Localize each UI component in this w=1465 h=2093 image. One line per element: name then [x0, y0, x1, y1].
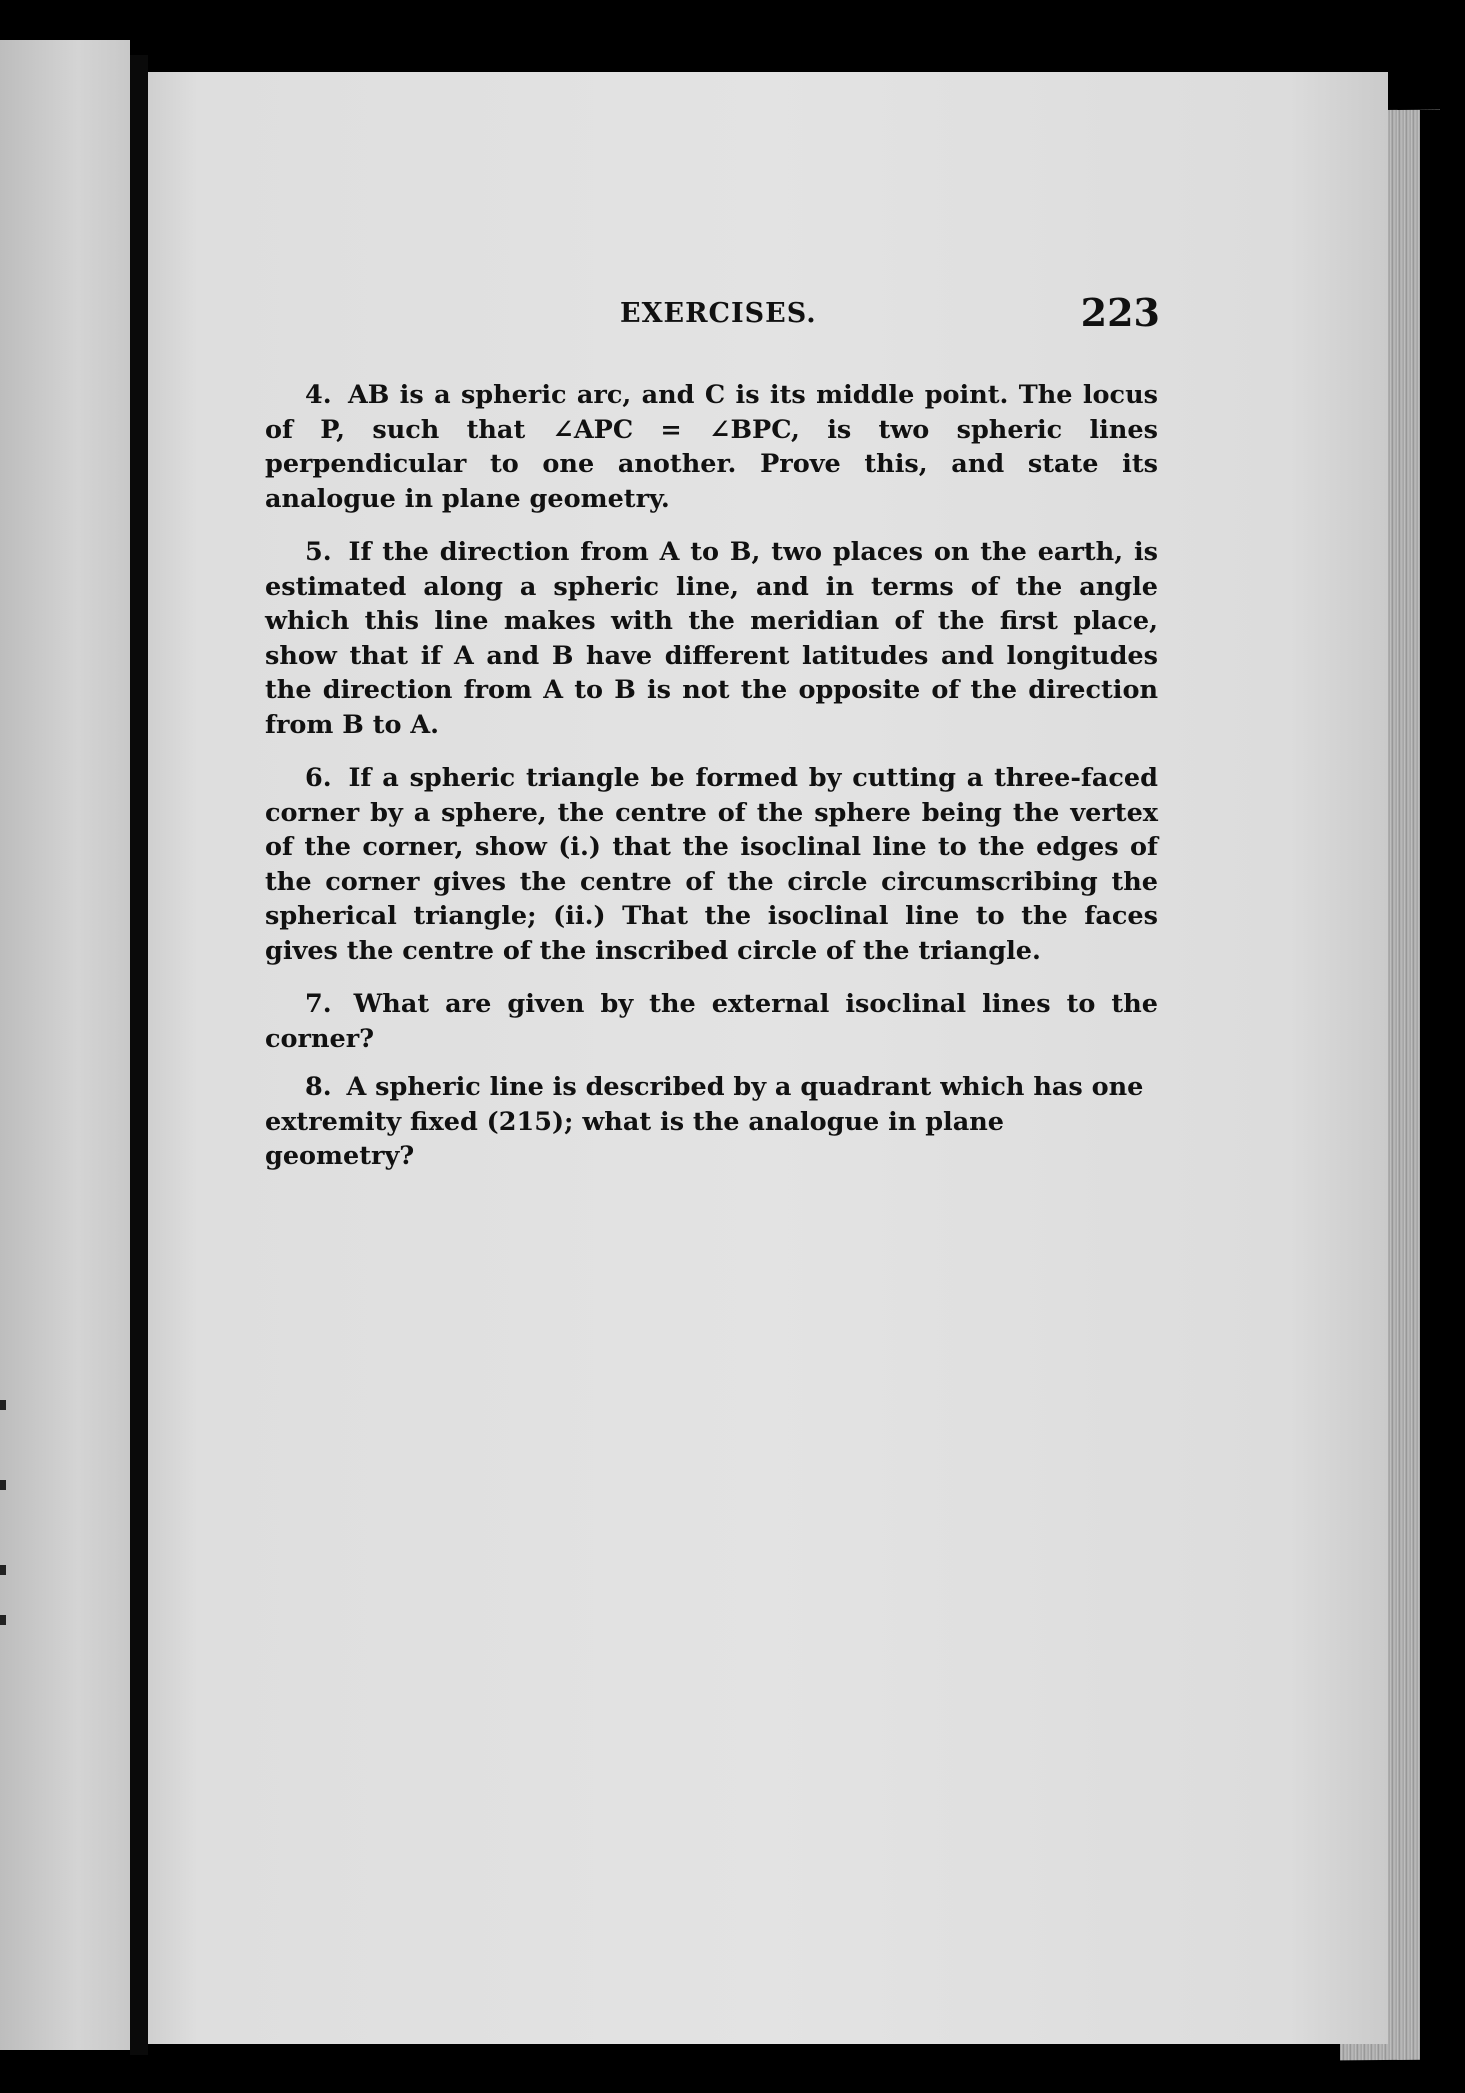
exercise-text: If the direction from A to B, two places on the earth, is estimated along a spheric line, and in terms of the angle which this line makes with the meridian of the first place, show that if A and B have different latitudes and longitudes the direction from A to B is not the opposite of the direction from B to A. [265, 537, 1158, 740]
exercise-text: What are given by the external isoclinal lines to the corner? [265, 989, 1158, 1054]
left-page-marks [0, 1400, 8, 1660]
exercise-6 [265, 761, 1158, 968]
exercise-5 [265, 535, 1158, 742]
page-body [265, 378, 1158, 1193]
running-header [148, 290, 1168, 350]
right-shadow [1420, 110, 1465, 2093]
exercise-text: A spheric line is described by a quadrant which has one extremity fixed (215); what is the analogue in plane geometry? [265, 1072, 1144, 1171]
exercise-number: 8. [305, 1072, 332, 1102]
exercise-8 [265, 1070, 1158, 1174]
left-facing-page-edge [0, 40, 130, 2050]
exercise-text: If a spheric triangle be formed by cutting a three-faced corner by a sphere, the centre of the sphere being the vertex of the corner, show (i.) that the isoclinal line to the edges of the corner gives the centre of the circle circumscribing the spherical triangle; (ii.) That the isoclinal line to the faces gives the centre of the inscribed circle of the triangle. [265, 763, 1158, 966]
exercise-7 [265, 987, 1158, 1056]
exercise-number: 4. [305, 380, 332, 410]
book-gutter [130, 55, 148, 2055]
exercise-4 [265, 378, 1158, 516]
exercise-text: AB is a spheric arc, and C is its middle point. The locus of P, such that ∠APC = ∠BPC, is two spheric lines perpendicular to one another. Prove this, and state its analogue in plane geometry. [265, 380, 1158, 514]
exercise-number: 5. [305, 537, 332, 567]
running-title: EXERCISES. [620, 298, 817, 329]
exercise-number: 7. [305, 989, 332, 1019]
exercise-number: 6. [305, 763, 332, 793]
page-number: 223 [1080, 290, 1160, 335]
